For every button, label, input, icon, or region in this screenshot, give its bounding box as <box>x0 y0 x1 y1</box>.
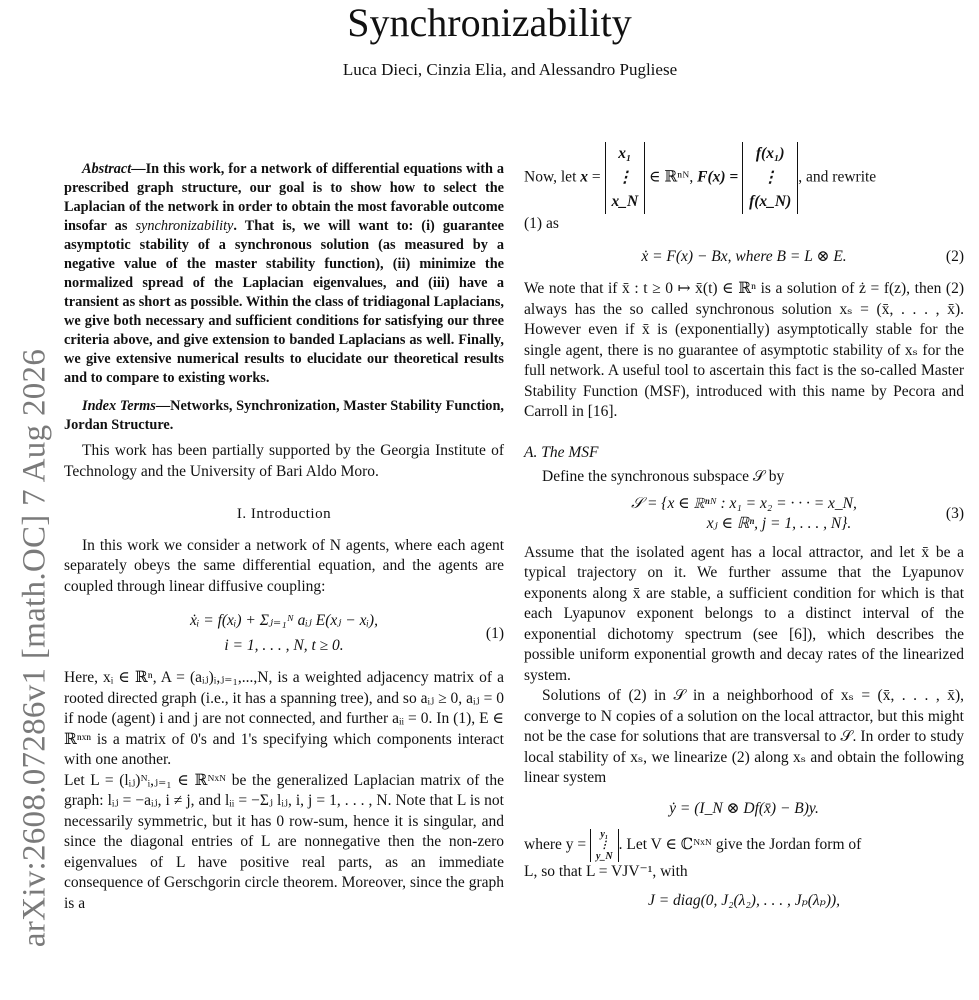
now-let-text: Now, let <box>524 168 577 186</box>
right-paragraph-3: Assume that the isolated agent has a local attractor, and let x̄ be a typical trajectory on it. We further assume that the Lyapunov exponents along x̄ are stable, a sufficient condition for which is that each Lyapunov exponent belongs to a distinct interval of the exponential dichotomy spectrum (see [6]), which describes the possible uniform exponential growth and decay rates of the linearized system. <box>524 543 964 684</box>
equation-1 <box>64 611 504 656</box>
intro-paragraph-3: Let L = (lᵢⱼ)ᴺᵢ,ⱼ₌₁ ∈ ℝᴺˣᴺ be the generalized Laplacian matrix of the graph: lᵢⱼ = −aᵢⱼ, i ≠ j, and lᵢᵢ = −Σⱼ lᵢⱼ, i, j = 1, . . . , N. Note that L is not necessarily symmetric, but it has 0 row-sum, hence it is singular, and since the diagonal entries of L are nonnegative then the non-zero eigenvalues of L have positive real parts, as an immediate consequence of Gerschgorin circle theorem. Moreover, since the graph is a <box>64 771 504 912</box>
equation-3-line-1: 𝒮 = {x ∈ ℝⁿᴺ : x₁ = x₂ = · · · = x_N, <box>631 494 857 512</box>
F-vector-entry: ⋮ <box>762 169 778 186</box>
x-space: ∈ ℝⁿᴺ, <box>649 168 694 186</box>
equation-3-line-2: xⱼ ∈ ℝⁿ, j = 1, . . . , N}. <box>706 515 852 532</box>
equation-2 <box>524 247 964 268</box>
abstract-label: Abstract <box>82 161 132 177</box>
abstract-text-b: . That is, we will want to: (i) guarantee asymptotic stability of a synchronous solution (as measured by a negative value of the master stability function), (ii) minimize the normalized spread of the Laplacian eigenvalues, and (iii) have a transient as short as possible. Within the class of tridiagonal Laplacians, we give both necessary and sufficient conditions for satisfying our three criteria above, and give extension to banded Laplacians as well. Finally, we give extensive numerical results to elucidate our theoretical results and to compare to existing works. <box>64 218 504 386</box>
index-terms <box>64 397 504 435</box>
F-vector <box>742 142 798 214</box>
equation-1-line-2: i = 1, . . . , N, t ≥ 0. <box>224 636 344 654</box>
abstract <box>64 160 504 388</box>
arxiv-watermark <box>0 0 60 1000</box>
y-vector-definition <box>524 829 964 862</box>
index-terms-label: Index Terms <box>82 398 156 414</box>
equation-2-body: ẋ = F(x) − Bx, where B = L ⊗ E. <box>641 247 847 265</box>
subsection-heading-msf: A. The MSF <box>524 443 599 461</box>
abstract-text-a: —In this work, for a network of differential equations with a prescribed graph structure, our goal is to show how to select the Laplacian of the network in order to obtain the most favorable outcome insofar as <box>64 161 504 234</box>
y-vector-entry: y₁ <box>600 829 609 840</box>
paper-title: Synchronizability <box>347 0 632 45</box>
equation-5: J = diag(0, J₂(λ₂), . . . , Jₚ(λₚ)), <box>647 891 841 909</box>
y-vector <box>590 829 619 862</box>
right-paragraph-1: We note that if x̄ : t ≥ 0 ↦ x̄(t) ∈ ℝⁿ is a solution of ż = f(z), then (2) always has the so called synchronous solution xₛ = (x̄, . . . , x̄). However even if x̄ is (exponentially) asymptotically stable for the single agent, there is no guarantee of asymptotic stability of xₛ for the full network. A useful tool to ascertain this fact is the so-called Master Stability Function (MSF), introduced with this name by Pecora and Carroll in [16]. <box>524 280 964 420</box>
jordan-text: . Let V ∈ ℂᴺˣᴺ give the Jordan form of <box>618 836 862 854</box>
y-vector-entry: y_N <box>595 851 613 862</box>
intro-paragraph-2: Here, xᵢ ∈ ℝⁿ, A = (aᵢⱼ)ᵢ,ⱼ₌₁,...,N, is a weighted adjacency matrix of a rooted directed graph (i.e., it has a spanning tree), and so aᵢⱼ ≥ 0, aᵢⱼ = 0 if node (agent) i and j are not connected, and further aᵢᵢ = 0. In (1), E ∈ ℝⁿˣⁿ is a matrix of 0's and 1's specifying which components interact with one another. <box>64 669 504 768</box>
where-y-text: where y = <box>524 836 587 854</box>
abstract-emph: synchronizability <box>135 218 234 234</box>
and-rewrite-text: , and rewrite <box>798 168 877 186</box>
right-paragraph-4: Solutions of (2) in 𝒮 in a neighborhood of xₛ = (x̄, . . . , x̄), converge to N copies of a solution on the local attractor, but this might not be the case for solutions that are transversal to 𝒮. In order to study local stability of xₛ, we linearize (2) along xₛ and obtain the following linear system <box>524 687 964 786</box>
equation-3 <box>524 494 964 535</box>
support-note: This work has been partially supported by the Georgia Institute of Technology and the University of Bari Aldo Moro. <box>64 442 504 480</box>
x-vector-entry: x_N <box>611 193 639 210</box>
equation-4: ẏ = (I_N ⊗ Df(x̄) − B)y. <box>669 799 819 817</box>
left-column <box>64 160 504 914</box>
y-vector-entry: ⋮ <box>599 840 610 851</box>
F-vector-entry: f(x_N) <box>749 193 792 210</box>
x-vector-entry: ⋮ <box>617 169 633 186</box>
section-heading-introduction: I. Introduction <box>236 506 332 522</box>
F-definition: F(x) = <box>697 168 739 186</box>
intro-paragraph-1: In this work we consider a network of N agents, where each agent separately obeys the same differential equation, and the agents are coupled through linear diffusive coupling: <box>64 536 504 595</box>
equation-3-number: (3) <box>945 504 964 522</box>
equation-1-number: (1) <box>485 624 504 642</box>
vector-definition: Now, let x = x₁ ⋮ x_N ∈ ℝⁿᴺ, F(x) = f(x₁) ⋮ f(x_N) , and rewrite <box>524 142 964 214</box>
as-1-text: (1) as <box>524 215 559 232</box>
arxiv-id: arXiv:2608.07286v1 [math.OC] 7 Aug 2026 <box>16 348 53 948</box>
F-vector-entry: f(x₁) <box>755 145 785 162</box>
x-vector <box>605 142 646 214</box>
right-column <box>524 142 964 917</box>
x-vector-entry: x₁ <box>618 145 632 162</box>
right-paragraph-2: Define the synchronous subspace 𝒮 by <box>542 468 785 485</box>
index-terms-text: —Networks, Synchronization, Master Stability Function, Jordan Structure. <box>64 398 504 433</box>
jordan-text-2: L, so that L = VJV⁻¹, with <box>524 863 688 880</box>
equation-1-line-1: ẋᵢ = f(xᵢ) + Σⱼ₌₁ᴺ aᵢⱼ E(xⱼ − xᵢ), <box>190 612 378 629</box>
paper-authors: Luca Dieci, Cinzia Elia, and Alessandro Pugliese <box>342 60 678 79</box>
equation-2-number: (2) <box>945 247 964 265</box>
